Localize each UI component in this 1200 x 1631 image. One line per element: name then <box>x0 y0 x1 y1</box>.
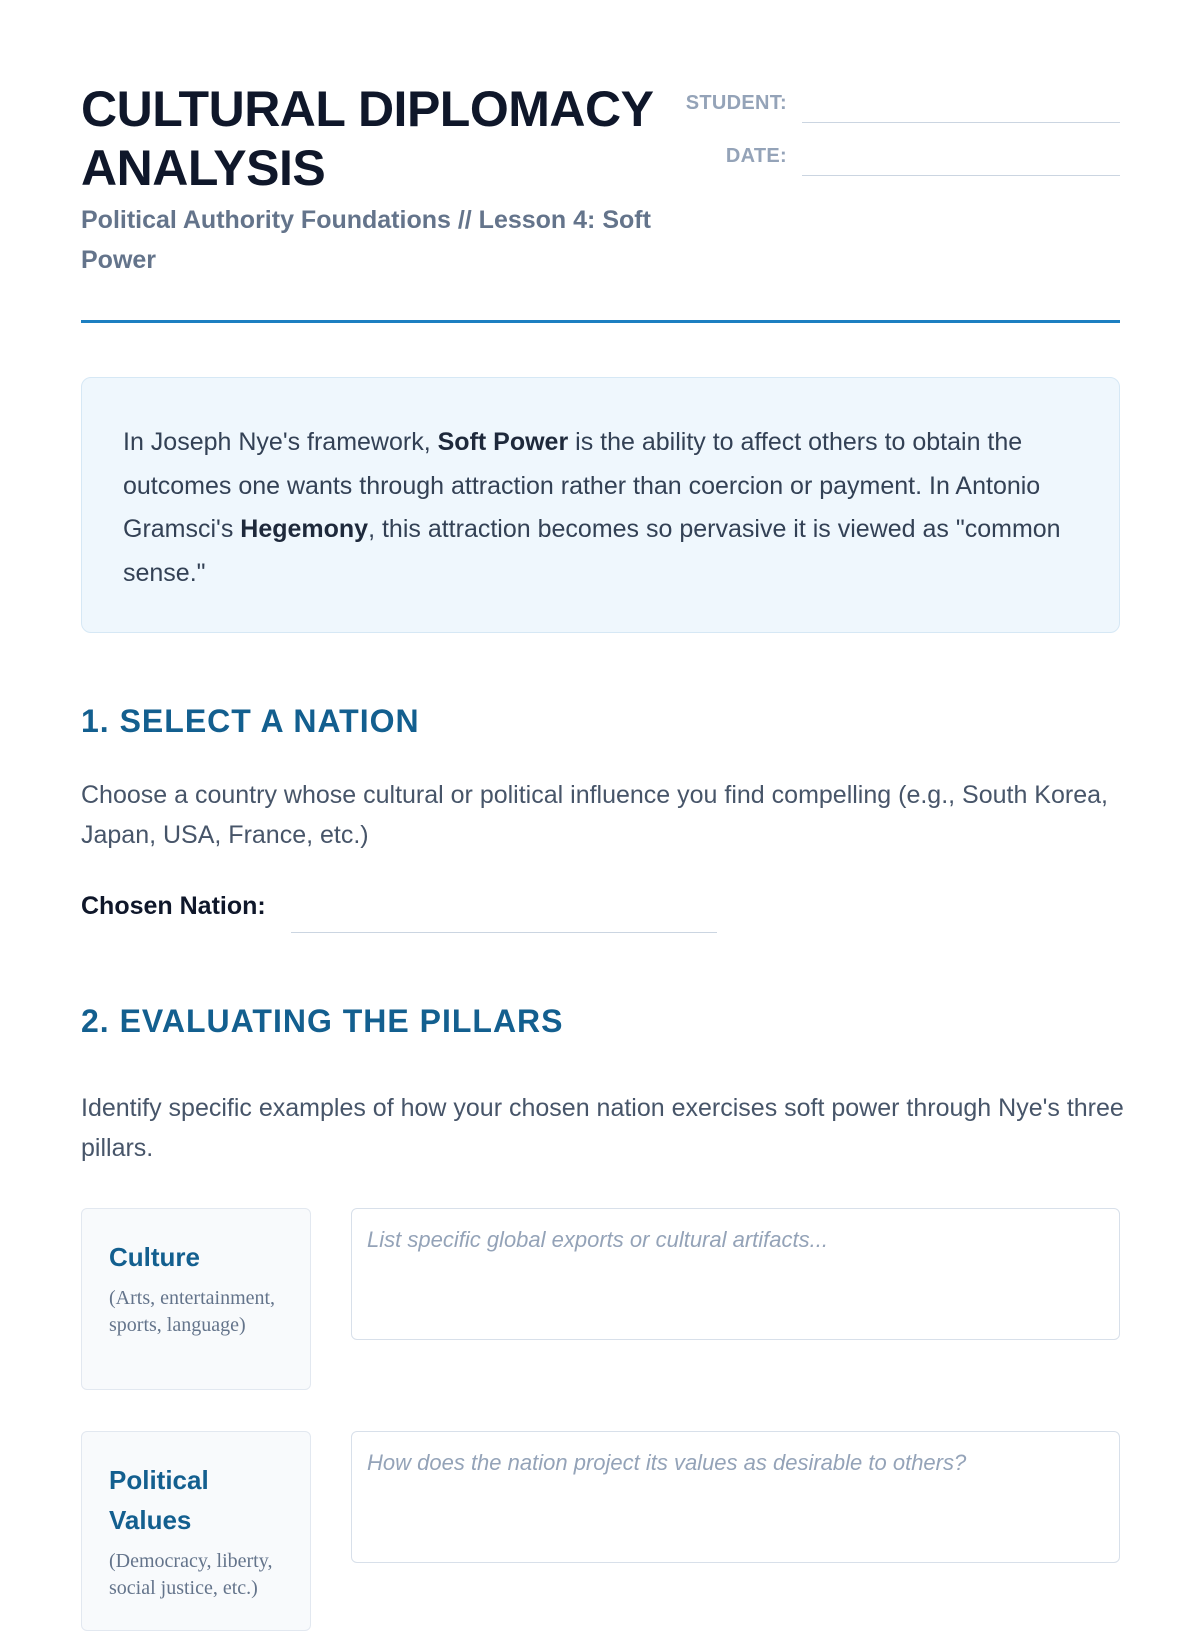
student-label: STUDENT: <box>685 92 787 114</box>
soft-power-term: Soft Power <box>437 428 569 456</box>
date-field <box>680 137 1120 177</box>
chosen-nation-label: Chosen Nation: <box>81 892 266 920</box>
pillar-title: Political Values <box>109 1465 209 1535</box>
pillar-title: Culture <box>109 1242 200 1272</box>
callout-text-1: In Joseph Nye's framework, <box>123 428 438 456</box>
student-input-line[interactable] <box>802 122 1120 123</box>
pillar-subtitle: (Arts, entertainment, sports, language) <box>109 1287 276 1336</box>
pillar-subtitle: (Democracy, liberty, social justice, etc.) <box>109 1550 273 1599</box>
callout-text-2: is the ability to affect others to obtain the outcomes one wants through attraction rather than coercion or payment. In Antonio Gramsci's <box>123 428 1041 543</box>
student-field <box>680 84 1120 124</box>
definition-callout <box>81 377 1120 633</box>
pillar-card-culture <box>81 1208 311 1390</box>
callout-text-3: , this attraction becomes so pervasive it is viewed as "common sense." <box>123 515 1061 587</box>
section-2-instruction: Identify specific examples of how your chosen nation exercises soft power through Nye's three pillars. <box>81 1094 1124 1162</box>
section-2-heading: 2. EVALUATING THE PILLARS <box>81 1003 564 1039</box>
header-divider <box>81 320 1120 323</box>
culture-response-input[interactable] <box>351 1208 1120 1340</box>
section-1-instruction: Choose a country whose cultural or political influence you find compelling (e.g., South Korea, Japan, USA, France, etc.) <box>81 781 1108 849</box>
hegemony-term: Hegemony <box>240 515 369 543</box>
date-input-line[interactable] <box>802 175 1120 176</box>
page-subtitle: Political Authority Foundations // Lesson 4: Soft Power <box>81 206 651 274</box>
chosen-nation-input-line[interactable] <box>291 932 717 933</box>
page-title: CULTURAL DIPLOMACY ANALYSIS <box>81 81 653 196</box>
date-label: DATE: <box>725 145 787 167</box>
pillar-card-political-values <box>81 1431 311 1631</box>
political-values-response-input[interactable] <box>351 1431 1120 1563</box>
section-1-heading: 1. SELECT A NATION <box>81 703 420 739</box>
